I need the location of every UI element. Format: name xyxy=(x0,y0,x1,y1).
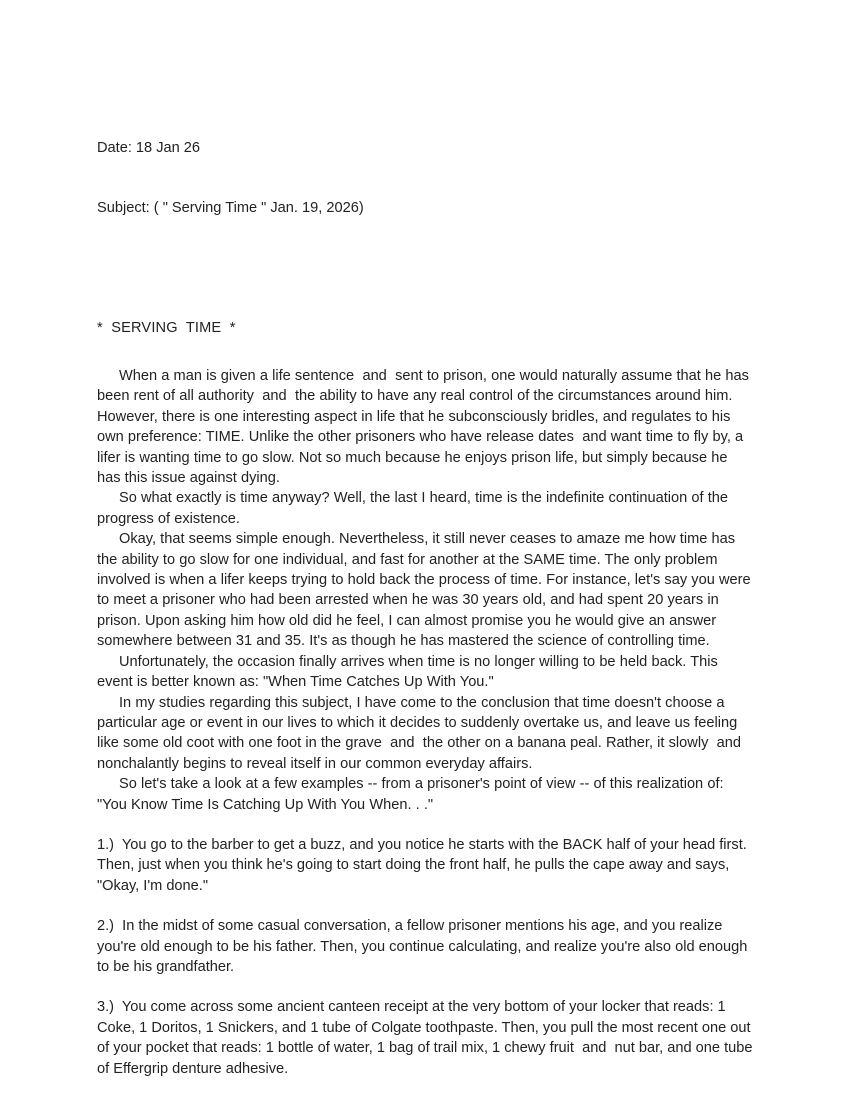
numbered-examples-list xyxy=(97,835,757,1079)
document-header xyxy=(97,98,753,258)
paragraph: In my studies regarding this subject, I have come to the conclusion that time doesn't choose a particular age or event in our lives to which it decides to suddenly overtake us, and leave us feeling like some old coot with one foot in the grave and the other on a banana peal. Rather, it slowly and nonchalantly begins to reveal itself in our common everyday affairs. xyxy=(97,694,750,772)
list-item: 1.) You go to the barber to get a buzz, and you notice he starts with the BACK half of your head first. Then, just when you think he's going to start doing the front half, he pulls the cape away and says, "Okay, I'm done." xyxy=(97,836,751,894)
list-item: 3.) You come across some ancient canteen receipt at the very bottom of your locker that reads: 1 Coke, 1 Doritos, 1 Snickers, and 1 tube of Colgate toothpaste. Then, you pull the most recent one out of your pocket that reads: 1 bottle of water, 1 bag of trail mix, 1 chewy fruit and nut bar, and one tube of Effergrip denture adhesive. xyxy=(97,999,757,1077)
body-paragraphs xyxy=(97,366,753,815)
date-line: Date: 18 Jan 26 xyxy=(97,140,201,156)
paragraph: When a man is given a life sentence and sent to prison, one would naturally assume that he has been rent of all authority and the ability to have any real control of the circumstances around him. However, there is one interesting aspect in life that he subconsciously bridles, and regulates to his own preference: TIME. Unlike the other prisoners who have release dates and want time to fly by, a lifer is wanting time to go slow. Not so much because he enjoys prison life, but simply because he has this issue against dying. xyxy=(97,368,754,487)
paragraph: Okay, that seems simple enough. Nevertheless, it still never ceases to amaze me how time has the ability to go slow for one individual, and fast for another at the SAME time. The only problem involved is when a lifer keeps trying to hold back the process of time. For instance, let's say you were to meet a prisoner who had been arrested when he was 30 years old, and had spent 20 years in prison. Upon asking him how old did he feel, I can almost promise you he would give an answer somewhere between 31 and 35. It's as though he has mastered the science of controlling time. xyxy=(97,531,755,650)
paragraph: So what exactly is time anyway? Well, the last I heard, time is the indefinite continuation of the progress of existence. xyxy=(97,490,733,527)
paragraph: Unfortunately, the occasion finally arrives when time is no longer willing to be held back. This event is better known as: "When Time Catches Up With You." xyxy=(97,653,722,691)
paragraph: So let's take a look at a few examples -- from a prisoner's point of view -- of this realization of: "You Know Time Is Catching Up With You When. . ." xyxy=(97,776,728,813)
document-content xyxy=(97,98,757,1079)
list-item: 2.) In the midst of some casual conversation, a fellow prisoner mentions his age, and you realize you're old enough to be his father. Then, you continue calculating, and realize you're also old enough to be his grandfather. xyxy=(97,918,752,975)
subject-line: Subject: ( " Serving Time " Jan. 19, 2026) xyxy=(97,200,364,216)
document-title: * SERVING TIME * xyxy=(97,320,236,336)
